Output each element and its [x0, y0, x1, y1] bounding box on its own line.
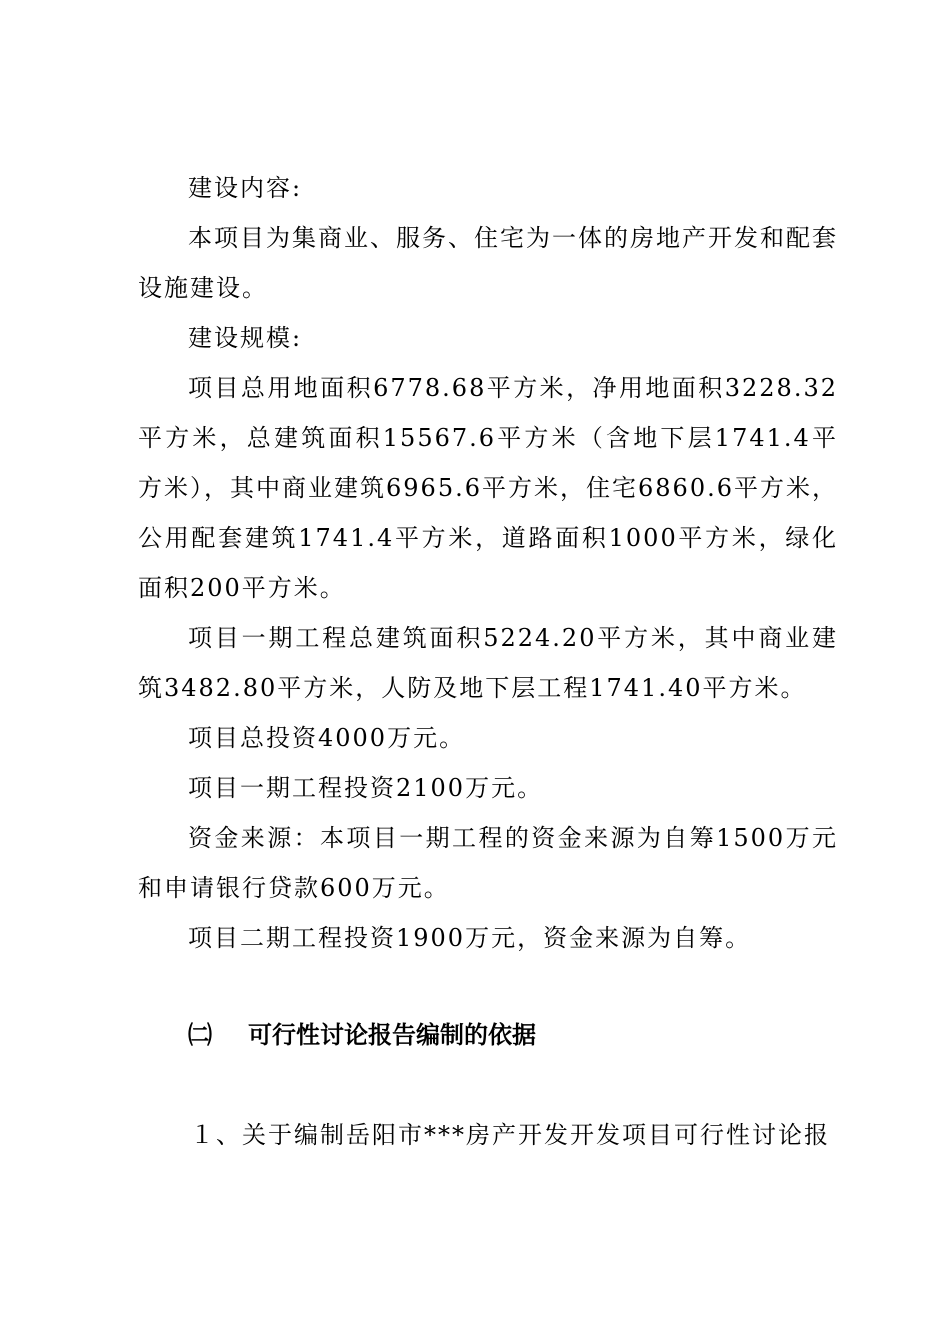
paragraph-total-investment: 项目总投资4000万元。	[188, 724, 466, 752]
section-number: ㈡	[188, 1021, 212, 1049]
document-body	[138, 163, 838, 963]
paragraph-construction-scale: 项目总用地面积6778.68平方米，净用地面积3228.32平方米，总建筑面积15567.6平方米（含地下层1741.4平方米），其中商业建筑6965.6平方米，住宅6860.6平方米，公用配套建筑1741.4平方米，道路面积1000平方米，绿化面积200平方米。	[138, 374, 838, 602]
section-title: 可行性讨论报告编制的依据	[248, 1021, 536, 1049]
paragraph-phase-two-investment: 项目二期工程投资1900万元，资金来源为自筹。	[188, 924, 752, 952]
paragraph-phase-one-investment: 项目一期工程投资2100万元。	[188, 774, 544, 802]
paragraph-construction-content: 本项目为集商业、服务、住宅为一体的房地产开发和配套设施建设。	[138, 224, 838, 302]
list-item: １、关于编制岳阳市***房产开发开发项目可行性讨论报	[190, 1121, 830, 1149]
section-heading	[188, 1010, 536, 1060]
paragraph-phase-one-area: 项目一期工程总建筑面积5224.20平方米，其中商业建筑3482.80平方米，人防及地下层工程1741.40平方米。	[138, 624, 838, 702]
paragraph-construction-content-label: 建设内容:	[188, 174, 303, 202]
paragraph-construction-scale-label: 建设规模:	[188, 324, 303, 352]
paragraph-funding-source: 资金来源：本项目一期工程的资金来源为自筹1500万元和申请银行贷款600万元。	[138, 824, 838, 902]
